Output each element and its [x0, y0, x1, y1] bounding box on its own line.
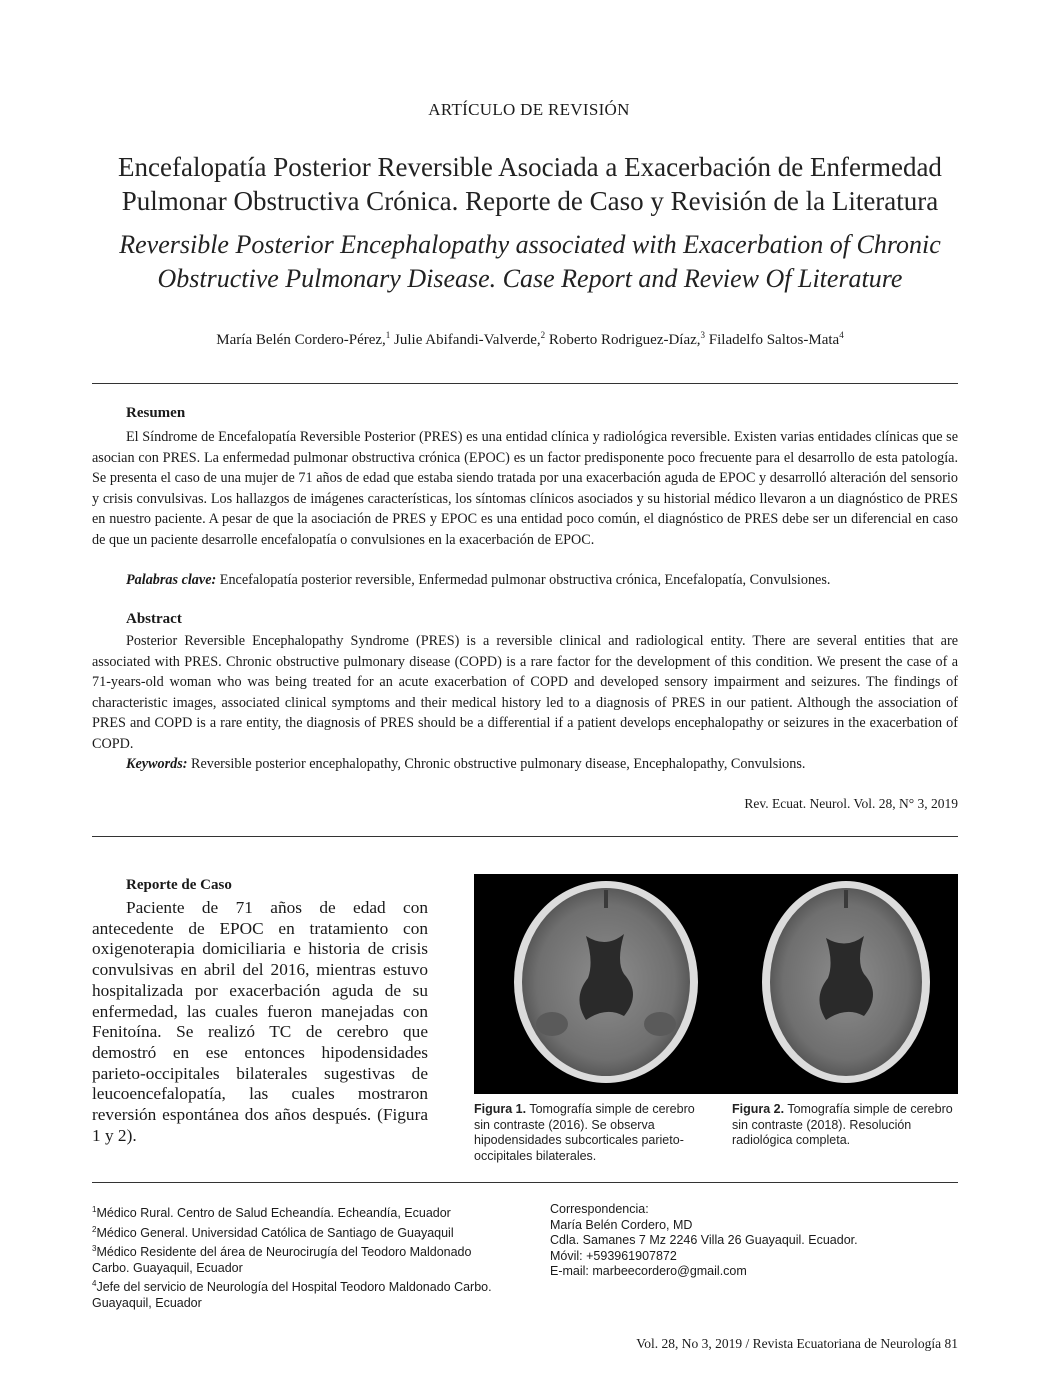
affiliations: [92, 1202, 512, 1312]
author: Julie Abifandi-Valverde,$^2$: [394, 330, 546, 348]
correspondence: Correspondencia: María Belén Cordero, MD Cdla. Samanes 7 Mz 2246 Villa 26 Guayaquil. Ecuador. Móvil: +593961907872 E-mail: marbeecordero@gmail.com: [550, 1202, 950, 1280]
ct-scan-1: [514, 881, 698, 1083]
abstract-text: Posterior Reversible Encephalopathy Syndrome (PRES) is a reversible clinical and radiological entity. There are several entities that are associated with PRES. Chronic obstructive pulmonary disease (COPD) is a rare factor for the development of this condition. We present the case of a 71-years-old woman who was being treated for an acute exacerbation of COPD and developed sensory impairment and seizures. The findings of characteristic images, associated clinical symptoms and their medical history led to a diagnosis of PRES in our patient. Although the association of PRES and COPD is a rare entity, the diagnosis of PRES should be a differential if a patient develops encephalopathy or seizures in the exacerbation of COPD.: [92, 633, 958, 752]
abstract-keywords: Keywords: Reversible posterior encephalopathy, Chronic obstructive pulmonary disease, Encephalopathy, Convulsions.: [126, 756, 806, 772]
author: Filadelfo Saltos-Mata$^4$: [708, 330, 844, 348]
author: Roberto Rodriguez-Díaz,$^3$: [548, 330, 706, 348]
affiliation: $^1$Médico Rural. Centro de Salud Echeandía. Echeandía, Ecuador: [92, 1205, 451, 1221]
figure-1-caption: Figura 1. Tomografía simple de cerebro sin contraste (2016). Se observa hipodensidades subcorticales parieto-occipitales bilaterales.: [474, 1102, 695, 1163]
title-english: Reversible Posterior Encephalopathy associated with Exacerbation of Chronic Obstructive Pulmonary Disease. Case Report and Review Of Literature: [119, 230, 941, 293]
divider: [92, 1182, 958, 1183]
affiliation: $^3$Médico Residente del área de Neurocirugía del Teodoro Maldonado Carbo. Guayaquil, Ecuador: [92, 1244, 472, 1275]
resumen-keywords: Palabras clave: Encefalopatía posterior reversible, Enfermedad pulmonar obstructiva crónica, Encefalopatía, Convulsiones.: [126, 572, 831, 588]
ct-scan-2: [762, 881, 930, 1083]
case-heading: Reporte de Caso: [126, 877, 232, 893]
section-label: ARTÍCULO DE REVISIÓN: [428, 100, 630, 119]
case-text: Paciente de 71 años de edad con antecedente de EPOC en tratamiento con oxigenoterapia domiciliaria e historia de crisis convulsivas en abril del 2016, mientras estuvo hospitalizada por exacerbación aguda de su enfermedad, las cuales fueron manejadas con Fenitoína. Se realizó TC de cerebro que demostró en ese entonces hipodensidades parieto-occipitales bilaterales sugestivas de leucoencefalopatía, las cuales mostraron reversión espontánea dos años después. (Figura 1 y 2).: [92, 898, 428, 1145]
author: María Belén Cordero-Pérez,$^1$: [216, 330, 391, 348]
abstract-heading: Abstract: [126, 611, 182, 627]
title-spanish: Encefalopatía Posterior Reversible Asociada a Exacerbación de Enfermedad Pulmonar Obstructiva Crónica. Reporte de Caso y Revisión de la Literatura: [118, 152, 942, 216]
ct-scan-images: [474, 874, 958, 1094]
author-list: [60, 330, 1000, 349]
divider: [92, 383, 958, 384]
email-link[interactable]: E-mail: marbeecordero@gmail.com: [550, 1264, 747, 1278]
divider: [92, 836, 958, 837]
ct-scan-figure: [474, 874, 958, 1094]
journal-citation: Rev. Ecuat. Neurol. Vol. 28, N° 3, 2019: [744, 796, 958, 811]
page-footer: Vol. 28, No 3, 2019 / Revista Ecuatoriana de Neurología 81: [636, 1336, 958, 1351]
resumen-text: El Síndrome de Encefalopatía Reversible Posterior (PRES) es una entidad clínica y radiológica reversible. Existen varias entidades clínicas que se asocian con PRES. La enfermedad pulmonar obstructiva crónica (EPOC) es un factor predisponente poco frecuente para el desarrollo de esta patología. Se presenta el caso de una mujer de 71 años de edad que estaba siendo tratada por una exacerbación aguda de EPOC y desarrolló alteración del sensorio y crisis convulsivas. Los hallazgos de imágenes características, los síntomas clínicos asociados y su historial médico llevaron a un diagnóstico de PRES en nuestro paciente. A pesar de que la asociación de PRES y EPOC es una entidad poco común, el diagnóstico de PRES debe ser un diferencial en caso de que un paciente desarrolle encefalopatía o convulsiones en la exacerbación de EPOC.: [92, 429, 958, 548]
figure-2-caption: Figura 2. Tomografía simple de cerebro sin contraste (2018). Resolución radiológica completa.: [732, 1102, 953, 1147]
affiliation: $^2$Médico General. Universidad Católica de Santiago de Guayaquil: [92, 1224, 454, 1240]
resumen-heading: Resumen: [126, 405, 186, 421]
affiliation: $^4$Jefe del servicio de Neurología del Hospital Teodoro Maldonado Carbo. Guayaquil, Ecuador: [92, 1279, 492, 1311]
